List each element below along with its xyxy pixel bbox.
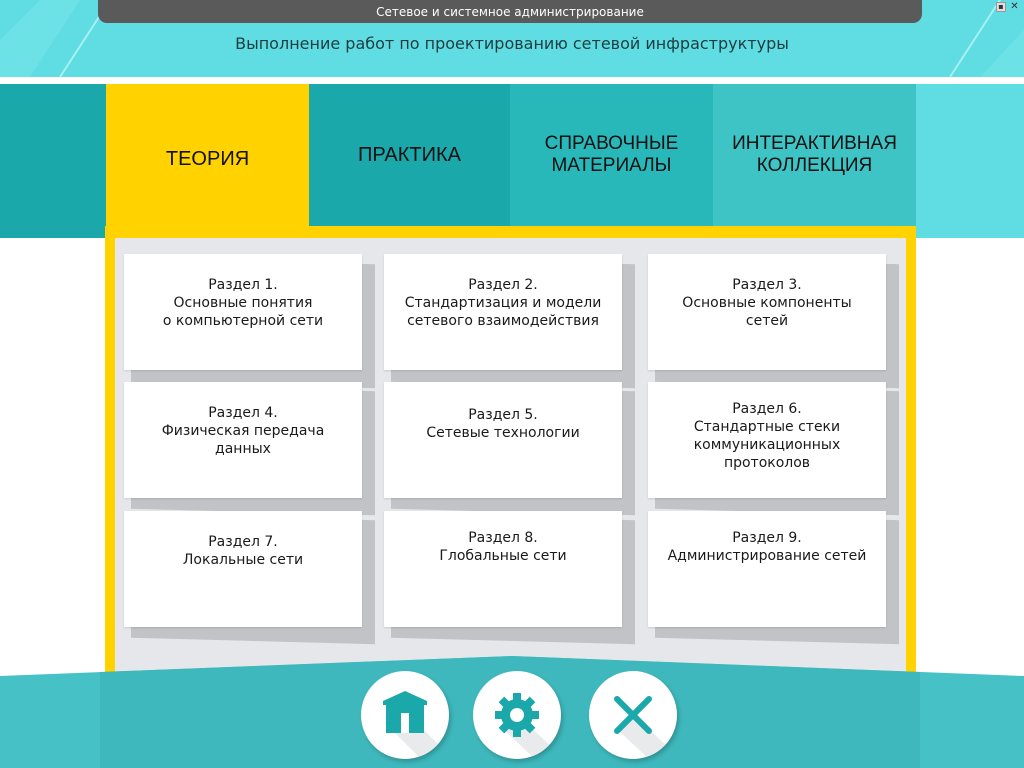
window-close-button[interactable]: ✕ bbox=[1010, 1, 1019, 12]
section-title: Основные компоненты сетей bbox=[682, 295, 852, 329]
window-controls bbox=[996, 1, 1020, 12]
header-separator bbox=[0, 77, 1024, 84]
window-title-bar bbox=[98, 0, 922, 23]
section-number: Раздел 4. bbox=[208, 405, 278, 421]
section-title: Глобальные сети bbox=[439, 548, 567, 564]
settings-button[interactable] bbox=[473, 671, 561, 759]
section-title: Локальные сети bbox=[182, 552, 304, 568]
home-button[interactable] bbox=[361, 671, 449, 759]
section-card-4[interactable] bbox=[124, 382, 362, 498]
section-card-3[interactable] bbox=[648, 254, 886, 370]
section-title: Основные понятия о компьютерной сети bbox=[162, 295, 324, 329]
section-title: Стандартизация и модели сетевого взаимодействия bbox=[404, 295, 602, 329]
tab-practice[interactable]: ПРАКТИКА bbox=[309, 84, 510, 226]
section-title: Администрирование сетей bbox=[667, 548, 867, 564]
section-card-6[interactable] bbox=[648, 382, 886, 498]
section-card-5[interactable] bbox=[384, 382, 622, 498]
tab-reference-materials[interactable]: СПРАВОЧНЫЕ МАТЕРИАЛЫ bbox=[510, 84, 713, 226]
sections-panel-inner bbox=[115, 238, 906, 698]
gear-icon bbox=[473, 671, 561, 759]
section-number: Раздел 8. bbox=[468, 530, 538, 546]
page-subtitle: Выполнение работ по проектированию сетевой инфраструктуры bbox=[235, 34, 789, 53]
section-number: Раздел 2. bbox=[468, 277, 538, 293]
section-number: Раздел 1. bbox=[208, 277, 278, 293]
home-icon bbox=[361, 671, 449, 759]
tab-band-right bbox=[916, 84, 1024, 238]
section-number: Раздел 3. bbox=[732, 277, 802, 293]
window-title: Сетевое и системное администрирование bbox=[376, 5, 644, 19]
section-number: Раздел 7. bbox=[208, 534, 278, 550]
section-card-7[interactable] bbox=[124, 511, 362, 627]
section-title: Стандартные стеки коммуникационных протоколов bbox=[693, 419, 841, 471]
section-number: Раздел 9. bbox=[732, 530, 802, 546]
exit-button[interactable] bbox=[589, 671, 677, 759]
section-title: Сетевые технологии bbox=[426, 425, 580, 441]
section-card-8[interactable] bbox=[384, 511, 622, 627]
minimize-button[interactable]: ▪ bbox=[996, 2, 1006, 12]
section-number: Раздел 6. bbox=[732, 401, 802, 417]
tab-interactive-collection[interactable]: ИНТЕРАКТИВНАЯ КОЛЛЕКЦИЯ bbox=[713, 84, 916, 226]
section-number: Раздел 5. bbox=[468, 407, 538, 423]
tab-theory[interactable]: ТЕОРИЯ bbox=[106, 84, 309, 234]
sections-panel bbox=[105, 226, 916, 696]
close-icon bbox=[589, 671, 677, 759]
section-card-1[interactable] bbox=[124, 254, 362, 370]
section-card-2[interactable] bbox=[384, 254, 622, 370]
section-title: Физическая передача данных bbox=[161, 423, 325, 457]
section-card-9[interactable] bbox=[648, 511, 886, 627]
